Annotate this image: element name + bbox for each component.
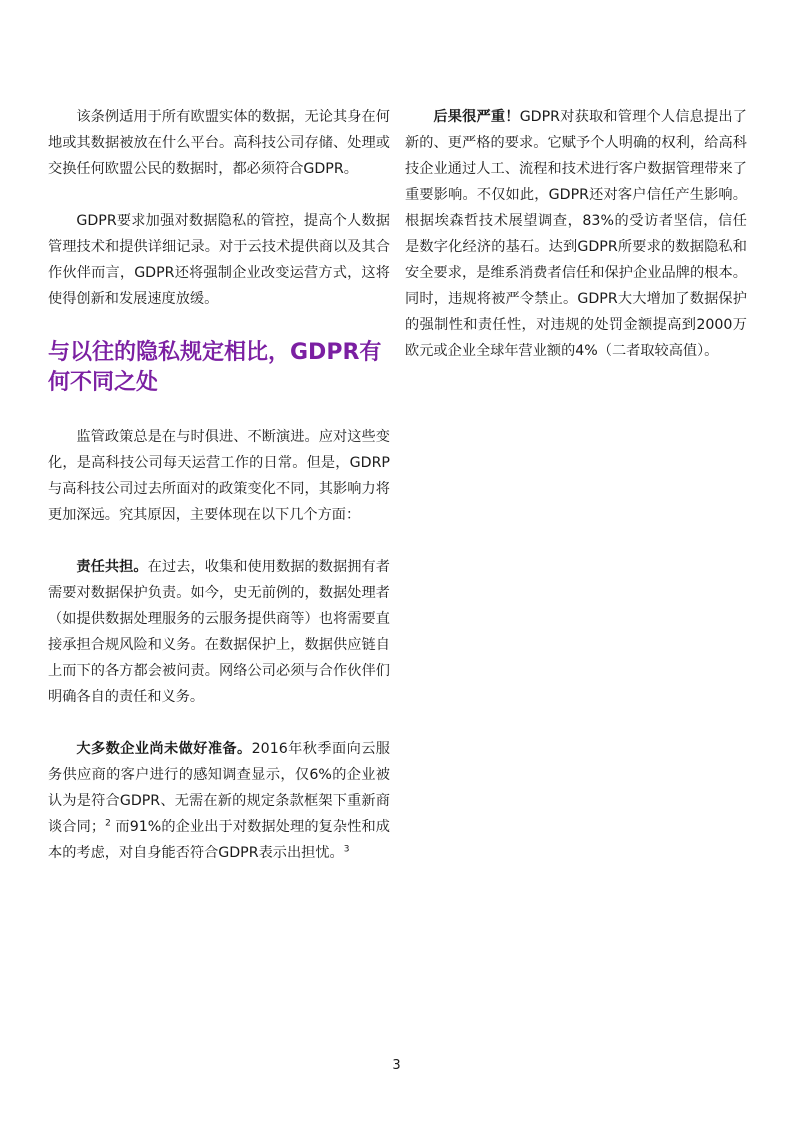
paragraph-gdpr-requirements: GDPR要求加强对数据隐私的管控，提高个人数据管理技术和提供详细记录。对于云技术提供商以及其合作伙伴而言，GDPR还将强制企业改变运营方式，这将使得创新和发展速度放缓。 xyxy=(48,213,390,307)
lead-not-ready: 大多数企业尚未做好准备。 xyxy=(76,741,252,757)
paragraph-scope: 该条例适用于所有欧盟实体的数据，无论其身在何地或其数据被放在什么平台。高科技公司存储、处理或交换任何欧盟公民的数据时，都必须符合GDPR。 xyxy=(48,109,390,177)
body-not-ready-b: 而91%的企业出于对数据处理的复杂性和成本的考虑，对自身能否符合GDPR表示出担忧。 xyxy=(48,819,390,861)
paragraph-not-ready xyxy=(48,736,390,866)
paragraph-regulation-change: 监管政策总是在与时俱进、不断演进。应对这些变化，是高科技公司每天运营工作的日常。但是，GDRP与高科技公司过去所面对的政策变化不同，其影响力将更加深远。究其原因，主要体现在以下几个方面： xyxy=(48,429,390,523)
paragraph-consequences xyxy=(405,104,747,364)
lead-consequences: 后果很严重！ xyxy=(433,109,520,125)
footnote-ref-2[interactable]: 2 xyxy=(105,818,111,829)
footnote-ref-3[interactable]: 3 xyxy=(343,844,350,855)
right-column xyxy=(405,104,747,390)
page-number: 3 xyxy=(392,1058,401,1073)
left-column xyxy=(48,104,390,892)
body-shared-responsibility: 在过去，收集和使用数据的数据拥有者需要对数据保护负责。如今，史无前例的，数据处理者（如提供数据处理服务的云服务提供商等）也将需要直接承担合规风险和义务。在数据保护上，数据供应链自上而下的各方都会被问责。网络公司必须与合作伙伴们明确各自的责任和义务。 xyxy=(48,559,390,705)
lead-shared-responsibility: 责任共担。 xyxy=(76,559,148,575)
section-heading: 与以往的隐私规定相比，GDPR有何不同之处 xyxy=(48,340,382,395)
paragraph-shared-responsibility xyxy=(48,554,390,710)
body-not-ready-a: 2016年秋季面向云服务供应商的客户进行的感知调查显示，仅6%的企业被认为是符合GDPR、无需在新的规定条款框架下重新商谈合同； xyxy=(48,741,390,835)
body-consequences: GDPR对获取和管理个人信息提出了新的、更严格的要求。它赋予个人明确的权利，给高科技企业通过人工、流程和技术进行客户数据管理带来了重要影响。不仅如此，GDPR还对客户信任产生影响。根据埃森哲技术展望调查，83%的受访者坚信，信任是数字化经济的基石。达到GDPR所要求的数据隐私和安全要求，是维系消费者信任和保护企业品牌的根本。同时，违规将被严令禁止。GDPR大大增加了数据保护的强制性和责任性，对违规的处罚金额提高到2000万欧元或企业全球年营业额的4%（二者取较高值）。 xyxy=(405,109,747,359)
